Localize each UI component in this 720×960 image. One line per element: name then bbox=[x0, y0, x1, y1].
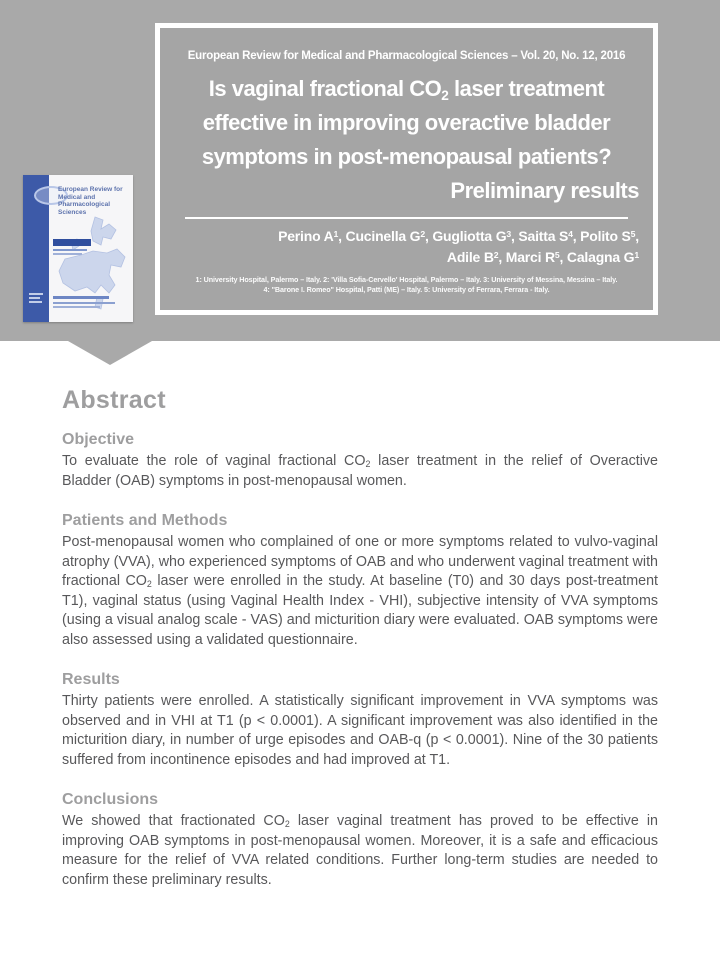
section-body-text: To evaluate the role of vaginal fractional $CO_2$ laser treatment in the relief of Overactive Bladder (OAB) symptoms in post-menopausal women. bbox=[62, 453, 658, 489]
title-line-3: symptoms in post-menopausal patients? bbox=[201, 144, 612, 169]
article-title bbox=[170, 72, 643, 208]
affiliations-line-2: 4: "Barone I. Romeo" Hospital, Patti (ME) – Italy. 5: University of Ferrara, Ferrara - Italy. bbox=[263, 285, 550, 294]
cover-footer-line bbox=[53, 302, 115, 304]
section-patients-and-methods bbox=[62, 512, 658, 650]
cover-issue-bar bbox=[53, 239, 91, 246]
title-line-2: effective in improving overactive bladder bbox=[202, 110, 611, 135]
authors-line-2: Adile $B^2$, Marci $R^5$, Calagna $G^1$ bbox=[446, 249, 639, 265]
section-heading: Conclusions bbox=[62, 791, 159, 808]
section-heading: Objective bbox=[62, 431, 135, 448]
section-conclusions bbox=[62, 791, 658, 890]
spine-text-mark bbox=[29, 293, 43, 295]
europe-map-graphic bbox=[51, 215, 131, 315]
section-body-text: We showed that fractionated $CO_2$ laser vaginal treatment has proved to be effective in improving OAB symptoms in post-menopausal women. Moreover, it is a safe and efficacious measure for the relief of VVA related conditions. Further long-term studies are needed to confirm these preliminary results. bbox=[62, 813, 659, 888]
cover-title: European Review for Medical and Pharmacological Sciences bbox=[58, 186, 123, 216]
spine-text-mark bbox=[29, 301, 42, 303]
cover-text-line bbox=[53, 253, 82, 255]
journal-cover-thumbnail bbox=[23, 175, 133, 322]
section-body-text: Post-menopausal women who complained of one or more symptoms related to vulvo-vaginal atrophy (VVA), who experienced symptoms of OAB and who underwent vaginal treatment with fractional $CO_2$ laser were enrolled in the study. At baseline (T0) and 30 days post-treatment T1), vaginal status (using Vaginal Health Index - VHI), subjective intensity of VVA symptoms (using a visual analog scale - VAS) and micturition diary were evaluated. OAB symptoms were also assessed using a validated questionnaire. bbox=[62, 534, 658, 648]
section-body-text: Thirty patients were enrolled. A statistically significant improvement in VVA symptoms was observed and in VHI at T1 (p < 0.0001). A significant improvement was also identified in the micturition diary, in number of urge episodes and OAB-q (p < 0.0001). Nine of the 30 patients suffered from incontinence episodes and had improved at T1. bbox=[62, 693, 658, 768]
affiliations-line-1: 1: University Hospital, Palermo – Italy. 2: 'Villa Sofia-Cervello' Hospital, Palermo – Italy. 3: University of Messina, Messina – Italy. bbox=[195, 275, 618, 284]
spine-text-mark bbox=[29, 297, 40, 299]
title-box bbox=[155, 23, 658, 315]
authors-list bbox=[170, 226, 643, 268]
section-objective bbox=[62, 431, 658, 491]
affiliations bbox=[170, 275, 643, 295]
section-heading: Results bbox=[62, 671, 120, 688]
journal-name-line: European Review for Medical and Pharmacological Sciences – Vol. 20, No. 12, 2016 bbox=[187, 50, 626, 62]
divider-rule bbox=[185, 217, 628, 219]
title-line-1: Is vaginal fractional $CO_2$ laser treatment bbox=[208, 76, 605, 103]
chevron-down-icon bbox=[68, 341, 152, 365]
section-results bbox=[62, 671, 658, 770]
title-line-4: Preliminary results bbox=[450, 178, 639, 203]
abstract-heading: Abstract bbox=[62, 386, 166, 414]
cover-footer-line bbox=[53, 306, 100, 308]
section-heading: Patients and Methods bbox=[62, 512, 228, 529]
cover-text-line bbox=[53, 249, 87, 251]
authors-line-1: Perino $A^1$, Cucinella $G^2$, Gugliotta $G^3$, Saitta $S^4$, Polito $S^5$, bbox=[278, 228, 639, 244]
cover-footer-line bbox=[53, 296, 109, 299]
abstract-body bbox=[62, 386, 658, 911]
